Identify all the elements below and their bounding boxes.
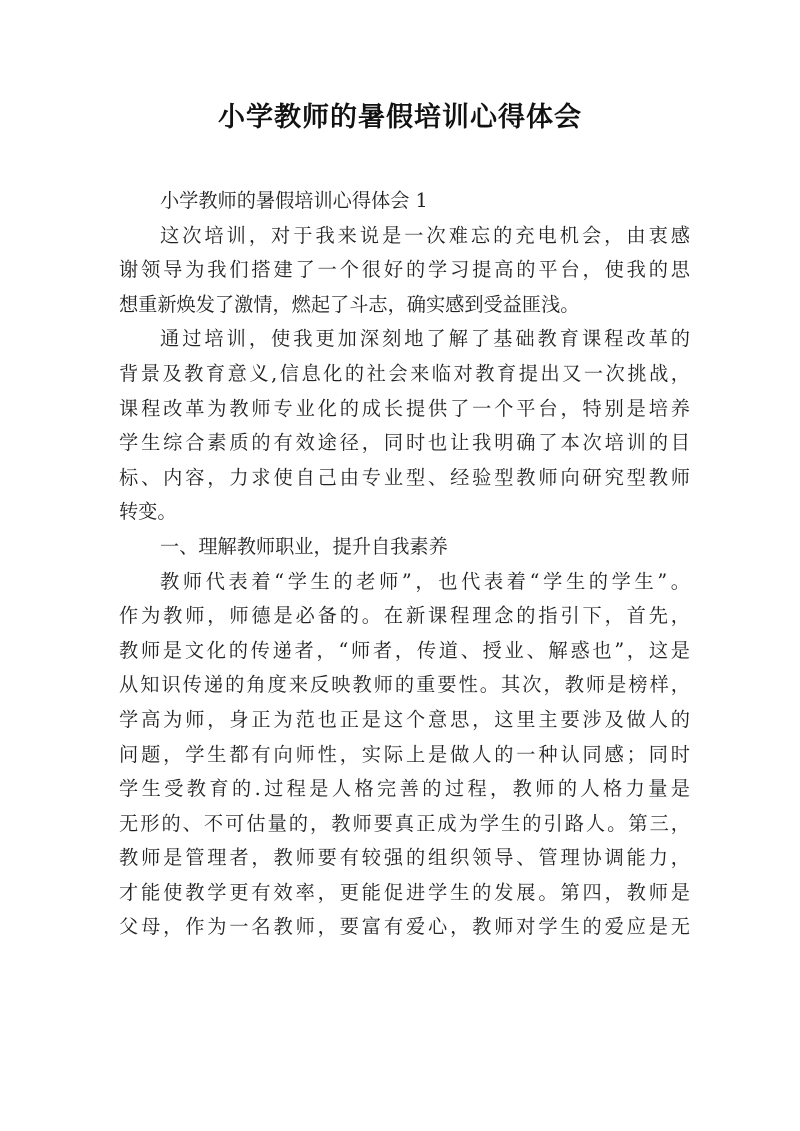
paragraph-line: 背景及教育意义,信息化的社会来临对教育提出又一次挑战， xyxy=(119,361,690,385)
paragraph-line: 无形的、不可估量的，教师要真正成为学生的引路人。第三， xyxy=(119,811,690,835)
paragraph-line: 想重新焕发了激情，燃起了斗志，确实感到受益匪浅。 xyxy=(119,292,580,316)
paragraph-line: 从知识传递的角度来反映教师的重要性。其次，教师是榜样， xyxy=(119,673,690,697)
paragraph-line: 通过培训，使我更加深刻地了解了基础教育课程改革的 xyxy=(160,327,690,351)
document-body xyxy=(119,184,690,945)
section-heading: 小学教师的暑假培训心得体会 1 xyxy=(160,189,428,212)
paragraph-line: 问题，学生都有向师性，实际上是做人的一种认同感；同时 xyxy=(119,742,690,766)
paragraph-line: 学生综合素质的有效途径，同时也让我明确了本次培训的目 xyxy=(119,431,690,455)
paragraph-line: 谢领导为我们搭建了一个很好的学习提高的平台，使我的思 xyxy=(119,258,690,282)
document-title: 小学教师的暑假培训心得体会 xyxy=(218,102,582,133)
paragraph-line: 才能使教学更有效率，更能促进学生的发展。第四，教师是 xyxy=(119,880,690,904)
paragraph-line: 这次培训，对于我来说是一次难忘的充电机会，由衷感 xyxy=(160,223,690,247)
paragraph-line: 标、内容，力求使自己由专业型、经验型教师向研究型教师 xyxy=(119,465,690,489)
section-heading: 一、理解教师职业，提升自我素养 xyxy=(160,534,448,558)
paragraph-line: 教师代表着“学生的老师”，也代表着“学生的学生”。 xyxy=(160,569,690,593)
paragraph-line: 作为教师，师德是必备的。在新课程理念的指引下，首先， xyxy=(119,604,690,628)
paragraph-line: 教师是管理者，教师要有较强的组织领导、管理协调能力， xyxy=(119,846,690,870)
paragraph-line: 转变。 xyxy=(119,500,177,524)
paragraph-line: 学生受教育的.过程是人格完善的过程，教师的人格力量是 xyxy=(119,777,690,801)
paragraph-line: 学高为师，身正为范也正是这个意思，这里主要涉及做人的 xyxy=(119,707,690,731)
paragraph-line: 教师是文化的传递者，“师者，传道、授业、解惑也”，这是 xyxy=(119,638,690,662)
paragraph-line: 课程改革为教师专业化的成长提供了一个平台，特别是培养 xyxy=(119,396,690,420)
paragraph-line: 父母，作为一名教师，要富有爱心，教师对学生的爱应是无 xyxy=(119,915,690,939)
